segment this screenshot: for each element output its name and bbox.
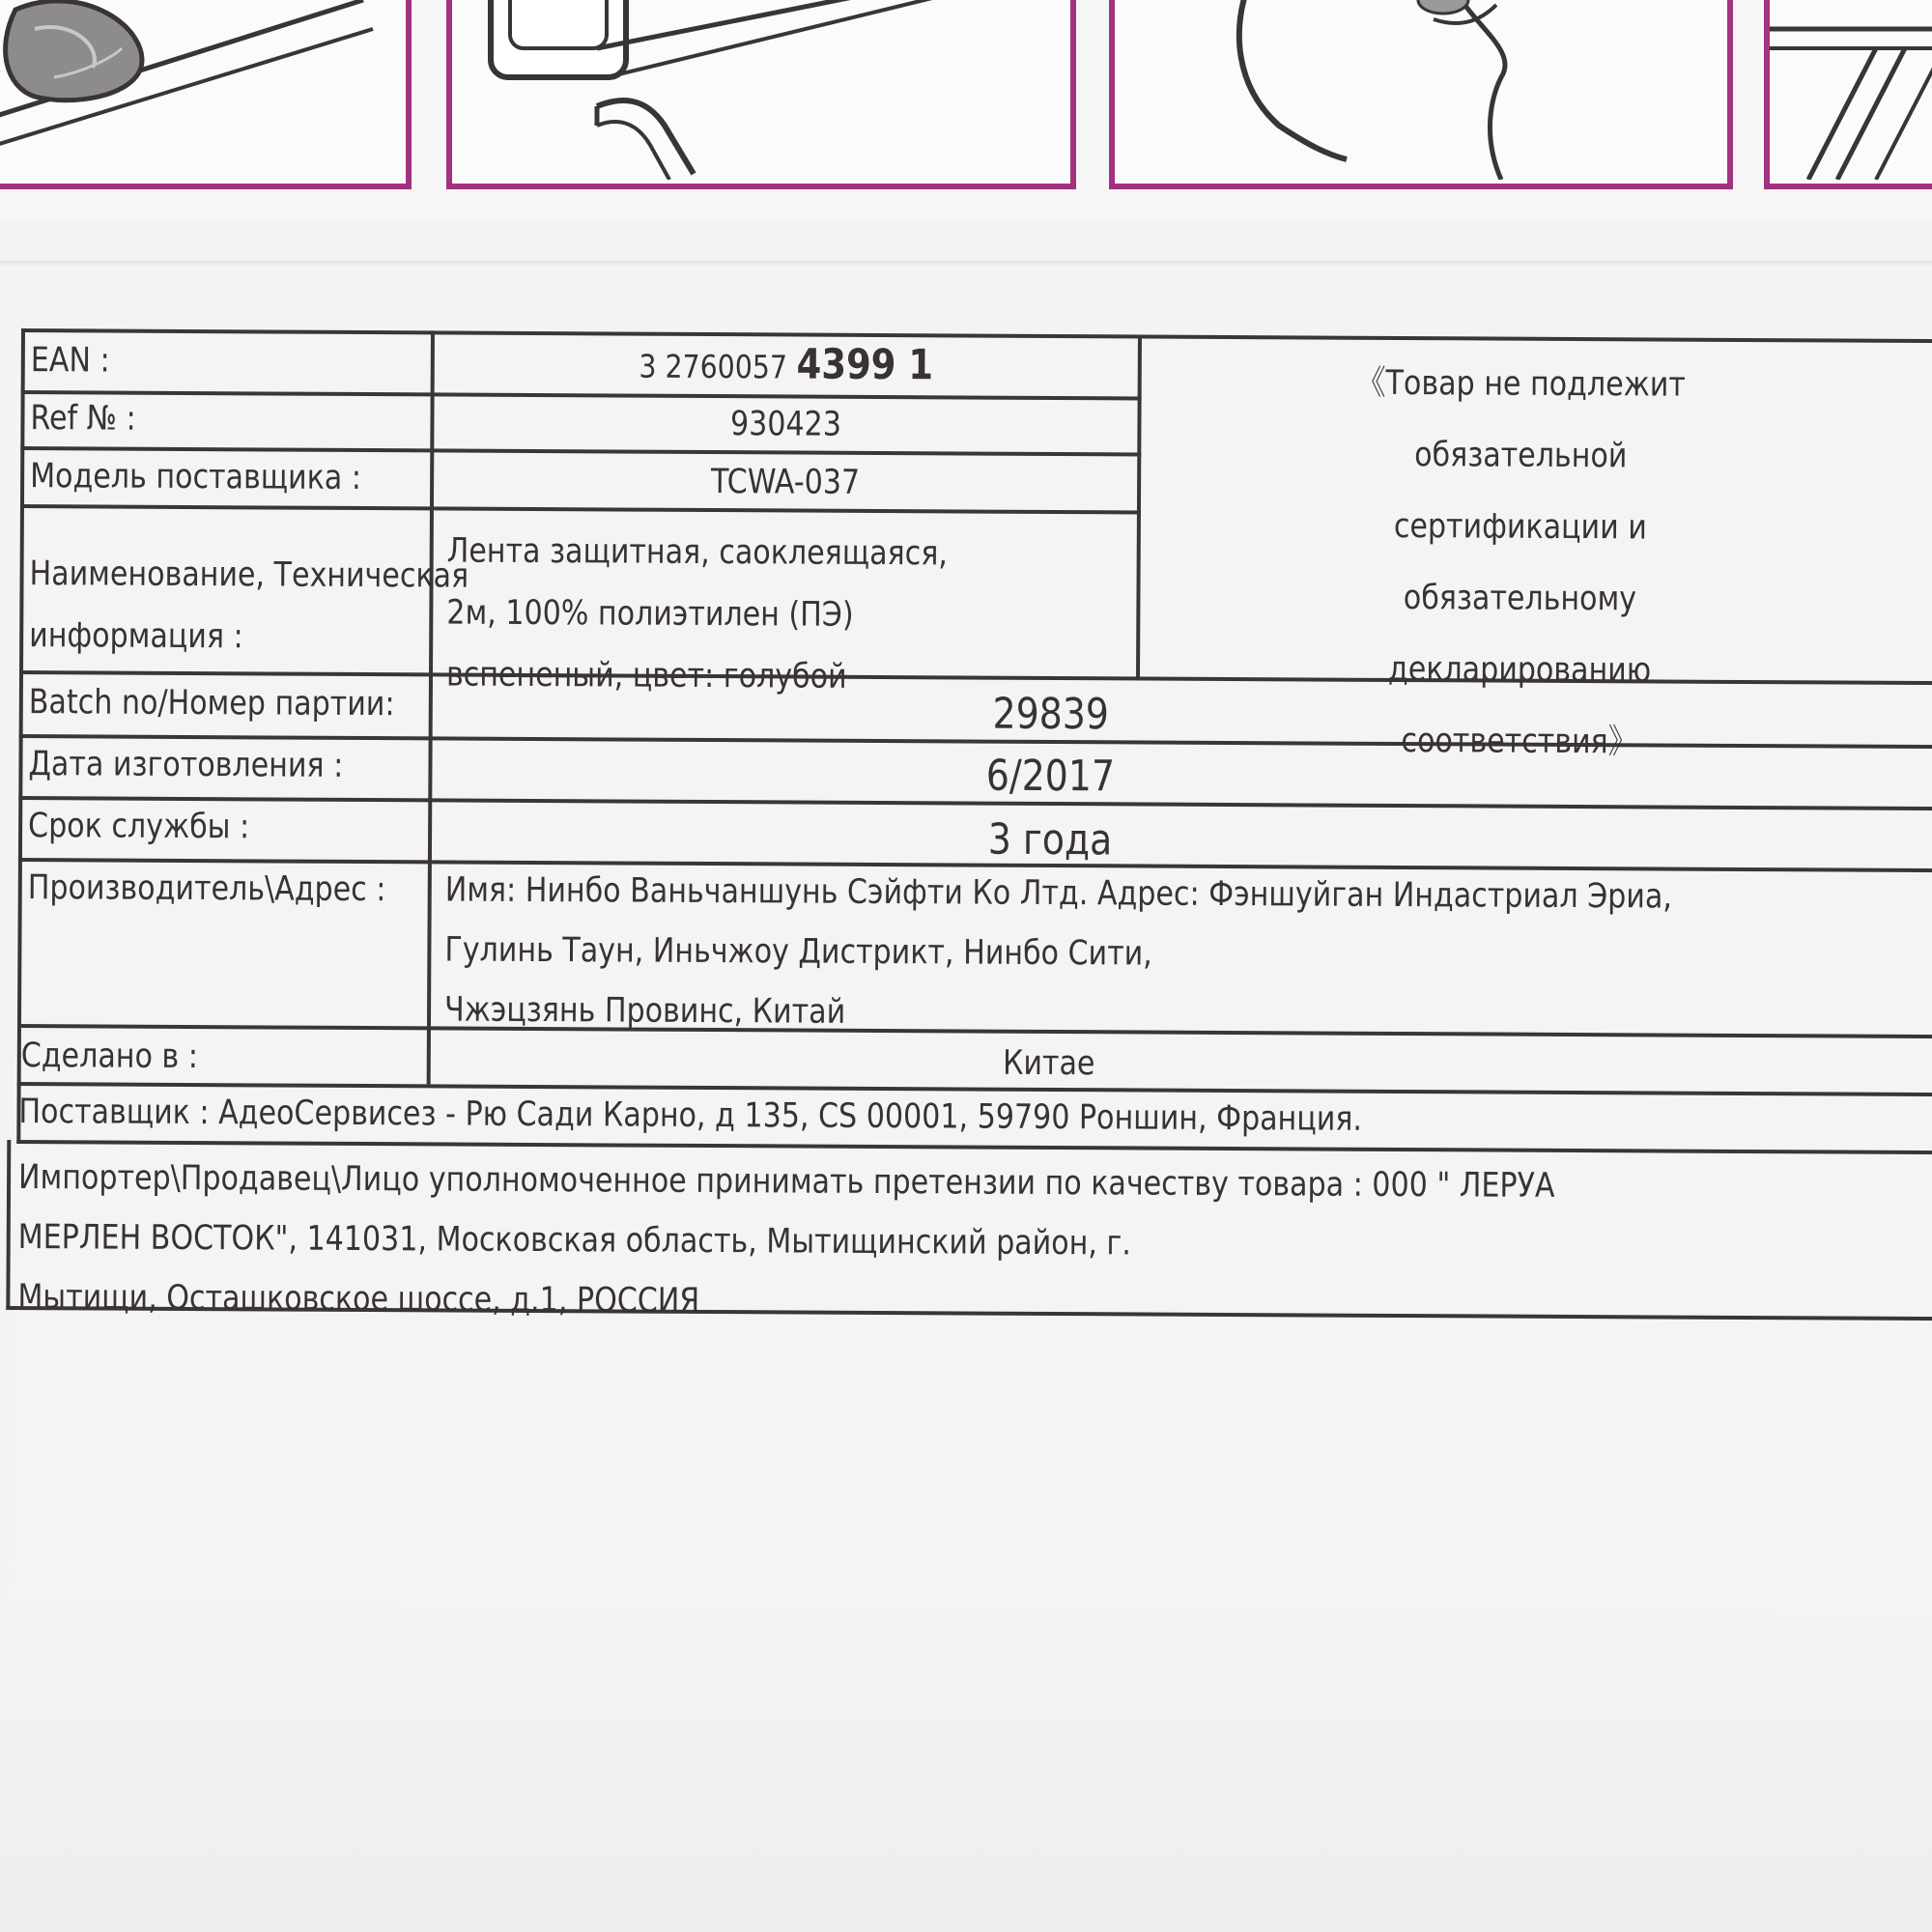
certification-note-line: обязательной xyxy=(1414,436,1628,476)
certification-note-line: обязательному xyxy=(1403,579,1637,619)
certification-note-line: соответствия》 xyxy=(1401,722,1637,762)
product-label-table xyxy=(11,328,1932,1614)
ean-value-prefix: 3 2760057 xyxy=(639,347,788,386)
ean-label: EAN : xyxy=(30,341,110,381)
instruction-strip xyxy=(0,0,1932,222)
fold-shadow xyxy=(0,261,1932,267)
corner-cut-illustration xyxy=(1764,0,1932,189)
table-border-top xyxy=(21,328,1932,343)
batch-value: 29839 xyxy=(992,689,1110,740)
column-divider-value xyxy=(1136,334,1142,676)
importer-line: Мытищи, Осташковское шоссе, д.1, РОССИЯ xyxy=(17,1278,700,1321)
manufacturer-value-line: Чжэцзянь Провинс, Китай xyxy=(443,990,846,1032)
made-in-value: Китае xyxy=(1002,1043,1095,1084)
name-value-line: 2м, 100% полиэтилен (ПЭ) xyxy=(446,593,854,635)
table-border-left-lower xyxy=(6,1140,11,1310)
row-divider xyxy=(18,796,1932,810)
certification-note-line: 《Товар не подлежит xyxy=(1356,363,1687,405)
column-divider-label xyxy=(427,330,435,1084)
manufacturer-value-line: Имя: Нинбо Ваньчаншунь Сэйфти Ко Лтд. Адрес: Фэншуйган Индастриал Эриа, xyxy=(444,870,1673,917)
paper-margin xyxy=(0,1681,1932,1932)
row-divider xyxy=(20,446,1141,456)
importer-line: Импортер\Продавец\Лицо уполномоченное принимать претензии по качеству товара : 000 " ЛЕРУА xyxy=(17,1158,1555,1206)
model-value: TCWA-037 xyxy=(711,463,861,502)
supplier-line: Поставщик : АдеоСервисез - Рю Сади Карно, д 135, CS 00001, 59790 Роншин, Франция. xyxy=(18,1093,1363,1139)
name-value-line: Лента защитная, саоклеящаяся, xyxy=(446,531,949,574)
batch-label: Batch no/Номер партии: xyxy=(28,683,395,724)
row-divider xyxy=(21,390,1142,400)
made-in-label: Сделано в : xyxy=(20,1037,199,1077)
ean-value xyxy=(484,340,1089,390)
manufacturer-value xyxy=(444,860,1672,1046)
ref-label: Ref № : xyxy=(30,399,136,439)
date-value: 6/2017 xyxy=(985,751,1116,802)
tape-dispenser-illustration xyxy=(446,0,1076,189)
manufacturer-label: Производитель\Адрес : xyxy=(27,868,386,910)
row-divider xyxy=(20,504,1141,514)
ean-value-bold: 4399 1 xyxy=(796,340,934,390)
importer-line: МЕРЛЕН ВОСТОК", 141031, Московская область, Мытищинский район, г. xyxy=(17,1218,1131,1264)
date-label: Дата изготовления : xyxy=(28,745,344,785)
name-label-line: информация : xyxy=(29,616,243,657)
certification-note-line: сертификации и xyxy=(1393,506,1647,548)
importer-block xyxy=(17,1148,1554,1336)
hand-pressing-illustration xyxy=(1109,0,1733,189)
certification-note-line: декларированию xyxy=(1387,649,1652,691)
name-label-line: Наименование, Техническая xyxy=(29,554,469,596)
manufacturer-value-line: Гулинь Таун, Иньчжоу Дистрикт, Нинбо Сити, xyxy=(444,930,1152,974)
name-value xyxy=(446,520,948,708)
name-label xyxy=(29,543,469,669)
ref-value: 930423 xyxy=(729,405,842,444)
name-value-line: вспененый, цвет: голубой xyxy=(445,655,847,696)
hand-applying-tape-illustration xyxy=(0,0,412,189)
service-life-label: Срок службы : xyxy=(28,807,250,847)
service-life-value: 3 года xyxy=(987,814,1113,866)
model-label: Модель поставщика : xyxy=(30,457,362,497)
